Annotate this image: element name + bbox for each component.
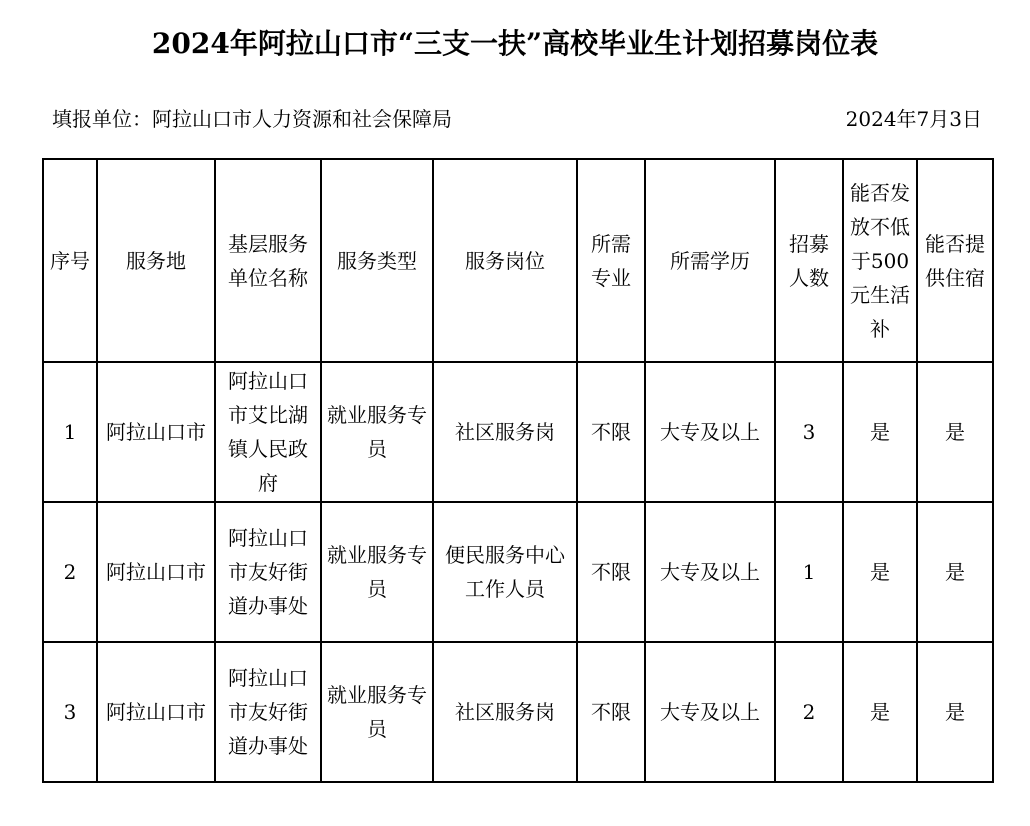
cell-org: 阿拉山口市友好街道办事处 bbox=[215, 642, 321, 782]
cell-allowance: 是 bbox=[843, 362, 917, 502]
table-row bbox=[43, 502, 993, 642]
cell-major: 不限 bbox=[577, 502, 645, 642]
header-allowance: 能否发放不低于500元生活补 bbox=[843, 159, 917, 362]
positions-table bbox=[42, 158, 994, 783]
cell-lodging: 是 bbox=[917, 362, 993, 502]
cell-place: 阿拉山口市 bbox=[97, 642, 215, 782]
header-count: 招募人数 bbox=[775, 159, 843, 362]
cell-lodging: 是 bbox=[917, 642, 993, 782]
header-row bbox=[43, 159, 993, 362]
header-no: 序号 bbox=[43, 159, 97, 362]
cell-allowance: 是 bbox=[843, 502, 917, 642]
cell-no: 1 bbox=[43, 362, 97, 502]
cell-org: 阿拉山口市艾比湖镇人民政府 bbox=[215, 362, 321, 502]
cell-type: 就业服务专员 bbox=[321, 502, 433, 642]
cell-no: 3 bbox=[43, 642, 97, 782]
meta-row bbox=[52, 104, 982, 134]
cell-place: 阿拉山口市 bbox=[97, 362, 215, 502]
header-place: 服务地 bbox=[97, 159, 215, 362]
cell-allowance: 是 bbox=[843, 642, 917, 782]
table-row bbox=[43, 642, 993, 782]
cell-no: 2 bbox=[43, 502, 97, 642]
header-major: 所需专业 bbox=[577, 159, 645, 362]
cell-edu: 大专及以上 bbox=[645, 642, 775, 782]
cell-type: 就业服务专员 bbox=[321, 642, 433, 782]
cell-edu: 大专及以上 bbox=[645, 362, 775, 502]
header-edu: 所需学历 bbox=[645, 159, 775, 362]
cell-post: 社区服务岗 bbox=[433, 362, 577, 502]
cell-major: 不限 bbox=[577, 642, 645, 782]
cell-count: 2 bbox=[775, 642, 843, 782]
header-lodging: 能否提供住宿 bbox=[917, 159, 993, 362]
cell-org: 阿拉山口市友好街道办事处 bbox=[215, 502, 321, 642]
cell-type: 就业服务专员 bbox=[321, 362, 433, 502]
cell-post: 社区服务岗 bbox=[433, 642, 577, 782]
cell-edu: 大专及以上 bbox=[645, 502, 775, 642]
header-org: 基层服务单位名称 bbox=[215, 159, 321, 362]
table-row bbox=[43, 362, 993, 502]
cell-place: 阿拉山口市 bbox=[97, 502, 215, 642]
cell-lodging: 是 bbox=[917, 502, 993, 642]
reporting-unit: 填报单位：阿拉山口市人力资源和社会保障局 bbox=[52, 107, 452, 131]
header-type: 服务类型 bbox=[321, 159, 433, 362]
cell-post: 便民服务中心工作人员 bbox=[433, 502, 577, 642]
page-title: 2024年阿拉山口市“三支一扶”高校毕业生计划招募岗位表 bbox=[151, 27, 879, 60]
report-date: 2024年7月3日 bbox=[845, 107, 982, 131]
cell-count: 1 bbox=[775, 502, 843, 642]
cell-count: 3 bbox=[775, 362, 843, 502]
cell-major: 不限 bbox=[577, 362, 645, 502]
header-post: 服务岗位 bbox=[433, 159, 577, 362]
